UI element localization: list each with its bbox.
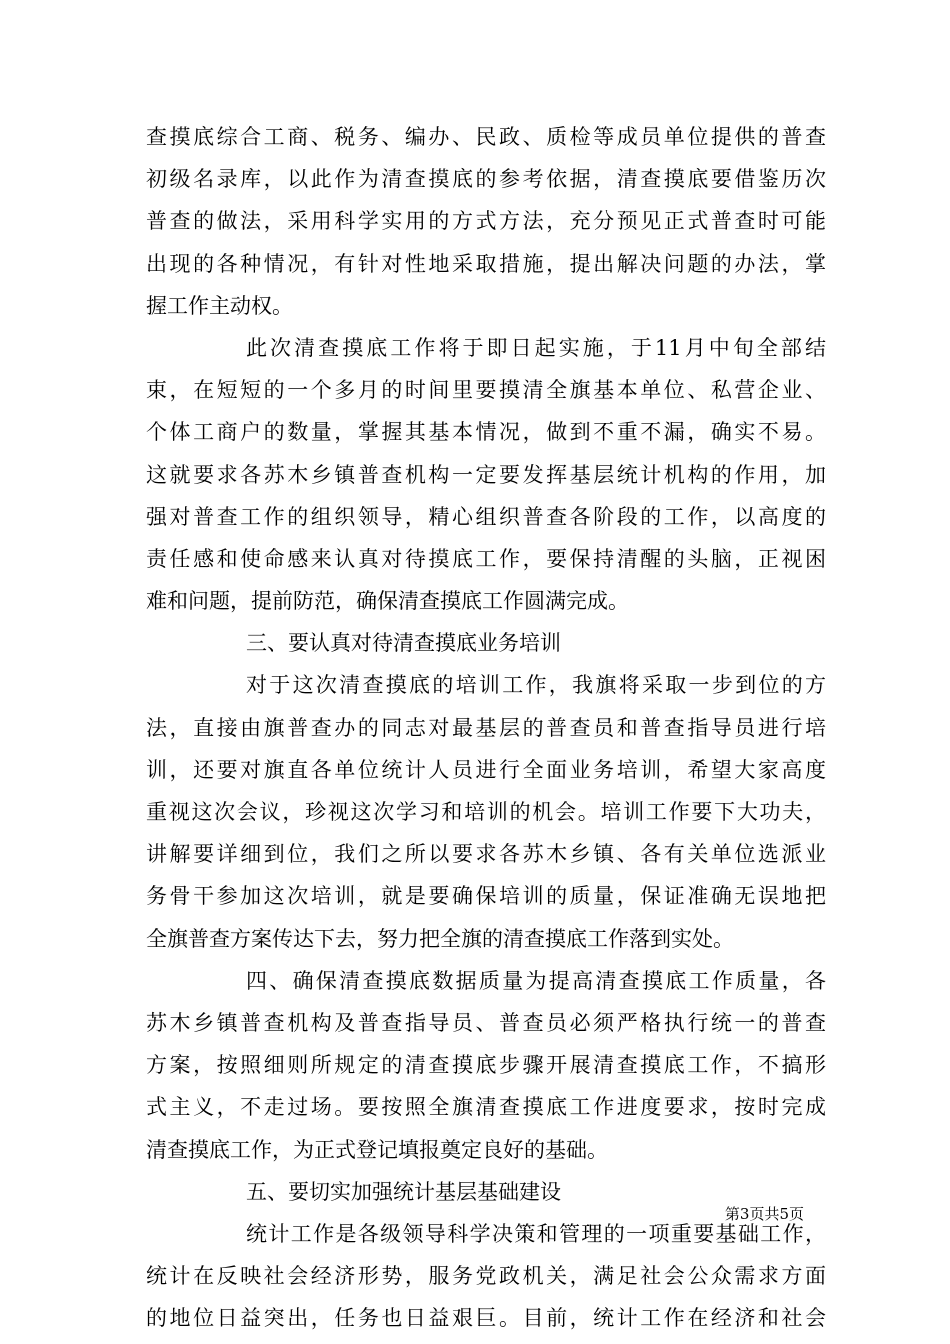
text-line: 务骨干参加这次培训，就是要确保培训的质量，保证准确无误地把 [146,884,826,909]
text-line: 对于这次清查摸底的培训工作，我旗将采取一步到位的方 [246,673,826,698]
text-line: 苏木乡镇普查机构及普查指导员、普查员必须严格执行统一的普查 [146,1010,826,1035]
text-line: 难和问题，提前防范，确保清查摸底工作圆满完成。 [146,589,629,614]
text-line: 出现的各种情况，有针对性地采取措施，提出解决问题的办法，掌 [146,251,826,276]
text-line: 束，在短短的一个多月的时间里要摸清全旗基本单位、私营企业、 [146,378,826,403]
text-line: 初级名录库，以此作为清查摸底的参考依据，清查摸底要借鉴历次 [146,167,826,192]
text-line: 这就要求各苏木乡镇普查机构一定要发挥基层统计机构的作用，加 [146,462,826,487]
text-line: 讲解要详细到位，我们之所以要求各苏木乡镇、各有关单位选派业 [146,842,826,867]
text-line: 责任感和使命感来认真对待摸底工作，要保持清醒的头脑，正视困 [146,546,826,571]
text-line: 四、确保清查摸底数据质量为提高清查摸底工作质量，各 [246,968,826,993]
text-line: 普查的做法，采用科学实用的方式方法，充分预见正式普查时可能 [146,209,826,234]
section-heading: 三、要认真对待清查摸底业务培训 [246,631,561,656]
text-line: 方案，按照细则所规定的清查摸底步骤开展清查摸底工作，不搞形 [146,1053,826,1078]
text-line: 清查摸底工作，为正式登记填报奠定良好的基础。 [146,1137,608,1162]
text-line: 统计工作是各级领导科学决策和管理的一项重要基础工作， [246,1221,826,1246]
text-line: 全旗普查方案传达下去，努力把全旗的清查摸底工作落到实处。 [146,926,734,951]
text-line: 强对普查工作的组织领导，精心组织普查各阶段的工作，以高度的 [146,504,826,529]
section-heading: 五、要切实加强统计基层基础建设 [246,1179,561,1204]
text-line: 握工作主动权。 [146,293,293,318]
text-line: 此次清查摸底工作将于即日起实施，于11月中旬全部结 [246,335,826,360]
document-body [146,116,826,1339]
text-line: 个体工商户的数量，掌握其基本情况，做到不重不漏，确实不易。 [146,420,826,445]
text-line: 法，直接由旗普查办的同志对最基层的普查员和普查指导员进行培 [146,715,826,740]
text-line: 的地位日益突出，任务也日益艰巨。目前，统计工作在经济和社会 [146,1306,826,1331]
text-line: 查摸底综合工商、税务、编办、民政、质检等成员单位提供的普查 [146,125,826,149]
text-line: 式主义，不走过场。要按照全旗清查摸底工作进度要求，按时完成 [146,1095,826,1120]
text-line: 重视这次会议，珍视这次学习和培训的机会。培训工作要下大功夫， [146,800,826,824]
text-line: 训，还要对旗直各单位统计人员进行全面业务培训，希望大家高度 [146,757,826,782]
page-number: 第3页共5页 [724,1205,804,1223]
text-line: 统计在反映社会经济形势，服务党政机关，满足社会公众需求方面 [146,1264,826,1289]
